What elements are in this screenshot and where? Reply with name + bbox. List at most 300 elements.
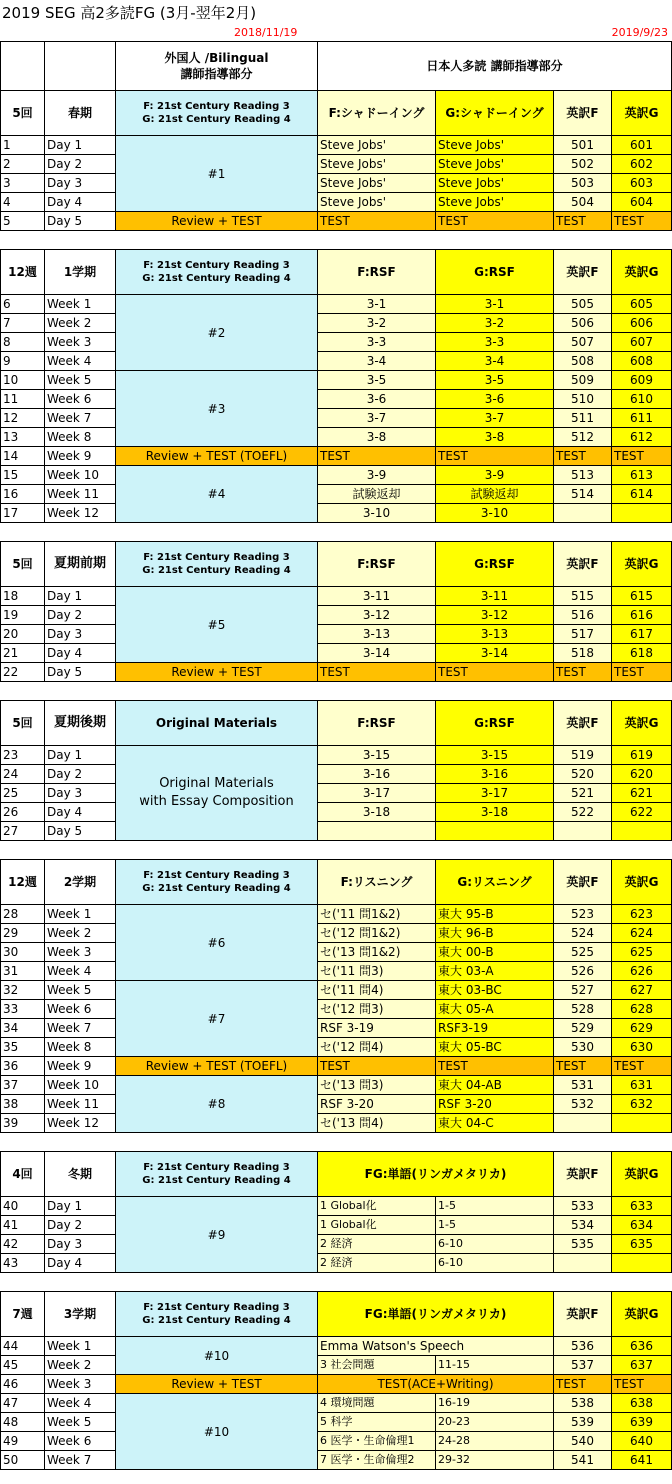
g-number bbox=[612, 822, 672, 841]
table-row bbox=[1, 1413, 672, 1432]
f-number: 505 bbox=[554, 295, 612, 314]
row-number: 23 bbox=[1, 746, 45, 765]
f-item: 3-12 bbox=[318, 606, 436, 625]
g-number bbox=[612, 1254, 672, 1273]
col-f-header: 英訳F bbox=[554, 91, 612, 136]
date-right: 2019/9/23 bbox=[611, 26, 668, 39]
g-number: 636 bbox=[612, 1337, 672, 1356]
g-number bbox=[612, 504, 672, 523]
section-count: 5回 bbox=[1, 91, 45, 136]
col-g-header: 英訳G bbox=[612, 542, 672, 587]
table-row bbox=[1, 1356, 672, 1375]
f-number: TEST bbox=[554, 1057, 612, 1076]
f-item: TEST bbox=[318, 447, 436, 466]
row-number: 13 bbox=[1, 428, 45, 447]
session-label: Day 1 bbox=[45, 1197, 116, 1216]
table-row bbox=[1, 136, 672, 155]
f-item: 3-17 bbox=[318, 784, 436, 803]
f-number: TEST bbox=[554, 663, 612, 682]
g-item: 3-6 bbox=[436, 390, 554, 409]
material-g: G:リスニング bbox=[436, 860, 554, 905]
table-row bbox=[1, 644, 672, 663]
f-item: セ('13 問1&2) bbox=[318, 943, 436, 962]
g-number: 627 bbox=[612, 981, 672, 1000]
f-number: TEST bbox=[554, 212, 612, 231]
session-label: Week 3 bbox=[45, 1375, 116, 1394]
g-number: 641 bbox=[612, 1451, 672, 1470]
f-item: 3-13 bbox=[318, 625, 436, 644]
table-row bbox=[1, 1451, 672, 1470]
f-item: セ('11 問4) bbox=[318, 981, 436, 1000]
row-number: 45 bbox=[1, 1356, 45, 1375]
table-row bbox=[1, 587, 672, 606]
test-ace-writing: TEST(ACE+Writing) bbox=[318, 1375, 554, 1394]
g-number: 609 bbox=[612, 371, 672, 390]
section-header-spring bbox=[1, 91, 672, 136]
row-number: 31 bbox=[1, 962, 45, 981]
g-number: 640 bbox=[612, 1432, 672, 1451]
session-label: Week 4 bbox=[45, 962, 116, 981]
header-blank bbox=[45, 42, 116, 91]
original-materials-header: Original Materials bbox=[116, 701, 318, 746]
f-number bbox=[554, 1114, 612, 1133]
row-number: 4 bbox=[1, 193, 45, 212]
g-item: Steve Jobs' bbox=[436, 174, 554, 193]
g-item: RSF3-19 bbox=[436, 1019, 554, 1038]
reading-line2: G: 21st Century Reading 4 bbox=[142, 1175, 291, 1186]
table-row bbox=[1, 1095, 672, 1114]
row-number: 43 bbox=[1, 1254, 45, 1273]
row-number: 41 bbox=[1, 1216, 45, 1235]
g-number: 638 bbox=[612, 1394, 672, 1413]
g-item: 3-10 bbox=[436, 504, 554, 523]
table-row bbox=[1, 295, 672, 314]
f-number: 526 bbox=[554, 962, 612, 981]
session-label: Day 3 bbox=[45, 174, 116, 193]
g-item: TEST bbox=[436, 663, 554, 682]
g-item: 東大 03-A bbox=[436, 962, 554, 981]
g-number: 607 bbox=[612, 333, 672, 352]
vocab-chapter: 6 医学・生命倫理1 bbox=[318, 1432, 436, 1451]
row-number: 18 bbox=[1, 587, 45, 606]
row-number: 16 bbox=[1, 485, 45, 504]
g-number: 635 bbox=[612, 1235, 672, 1254]
speech-item: Emma Watson's Speech bbox=[318, 1337, 554, 1356]
g-item: 3-16 bbox=[436, 765, 554, 784]
f-item: セ('12 問4) bbox=[318, 1038, 436, 1057]
table-row bbox=[1, 1000, 672, 1019]
session-label: Day 3 bbox=[45, 625, 116, 644]
reading-line1: F: 21st Century Reading 3 bbox=[143, 870, 290, 881]
table-row bbox=[1, 428, 672, 447]
table-row bbox=[1, 1375, 672, 1394]
row-number: 3 bbox=[1, 174, 45, 193]
row-number: 29 bbox=[1, 924, 45, 943]
section-term: 冬期 bbox=[45, 1152, 116, 1197]
foreign-header-line2: 講師指導部分 bbox=[180, 67, 253, 81]
row-number: 36 bbox=[1, 1057, 45, 1076]
row-number: 24 bbox=[1, 765, 45, 784]
original-line2: with Essay Composition bbox=[139, 794, 294, 809]
reading-line2: G: 21st Century Reading 4 bbox=[142, 273, 291, 284]
unit-label: #9 bbox=[116, 1197, 318, 1273]
table-row bbox=[1, 352, 672, 371]
f-item: セ('12 問1&2) bbox=[318, 924, 436, 943]
date-left: 2018/11/19 bbox=[234, 26, 298, 39]
col-f-header: 英訳F bbox=[554, 860, 612, 905]
g-item: Steve Jobs' bbox=[436, 155, 554, 174]
f-item: 3-11 bbox=[318, 587, 436, 606]
foreign-teacher-header bbox=[116, 42, 318, 91]
session-label: Day 2 bbox=[45, 765, 116, 784]
f-number: 537 bbox=[554, 1356, 612, 1375]
g-number: 631 bbox=[612, 1076, 672, 1095]
material-f: F:RSF bbox=[318, 250, 436, 295]
g-number: 611 bbox=[612, 409, 672, 428]
col-g-header: 英訳G bbox=[612, 250, 672, 295]
section-header-term1 bbox=[1, 250, 672, 295]
session-label: Week 5 bbox=[45, 371, 116, 390]
table-row bbox=[1, 905, 672, 924]
session-label: Week 7 bbox=[45, 1019, 116, 1038]
row-number: 35 bbox=[1, 1038, 45, 1057]
original-line1: Original Materials bbox=[159, 776, 274, 791]
g-item: 3-9 bbox=[436, 466, 554, 485]
reading-material bbox=[116, 1292, 318, 1337]
section-header-summer1 bbox=[1, 542, 672, 587]
vocab-range: 1-5 bbox=[436, 1197, 554, 1216]
vocab-range: 24-28 bbox=[436, 1432, 554, 1451]
material-f: F:リスニング bbox=[318, 860, 436, 905]
f-item: Steve Jobs' bbox=[318, 174, 436, 193]
vocab-chapter: 1 Global化 bbox=[318, 1216, 436, 1235]
row-number: 27 bbox=[1, 822, 45, 841]
vocab-chapter: 3 社会問題 bbox=[318, 1356, 436, 1375]
f-item: 3-10 bbox=[318, 504, 436, 523]
f-item: 3-14 bbox=[318, 644, 436, 663]
g-number: 637 bbox=[612, 1356, 672, 1375]
session-label: Day 4 bbox=[45, 193, 116, 212]
g-item: 3-5 bbox=[436, 371, 554, 390]
table-row bbox=[1, 962, 672, 981]
g-number: TEST bbox=[612, 1057, 672, 1076]
g-number: 606 bbox=[612, 314, 672, 333]
reading-line1: F: 21st Century Reading 3 bbox=[143, 1162, 290, 1173]
f-number: 503 bbox=[554, 174, 612, 193]
reading-line1: F: 21st Century Reading 3 bbox=[143, 1302, 290, 1313]
table-row bbox=[1, 485, 672, 504]
f-number: 523 bbox=[554, 905, 612, 924]
f-item: 3-18 bbox=[318, 803, 436, 822]
review-test: Review + TEST (TOEFL) bbox=[116, 1057, 318, 1076]
f-item: RSF 3-20 bbox=[318, 1095, 436, 1114]
reading-line1: F: 21st Century Reading 3 bbox=[143, 552, 290, 563]
g-number: 605 bbox=[612, 295, 672, 314]
row-number: 14 bbox=[1, 447, 45, 466]
g-item: 東大 04-AB bbox=[436, 1076, 554, 1095]
table-row bbox=[1, 409, 672, 428]
session-label: Week 7 bbox=[45, 1451, 116, 1470]
session-label: Week 2 bbox=[45, 924, 116, 943]
vocab-chapter: 2 経済 bbox=[318, 1254, 436, 1273]
f-number: 532 bbox=[554, 1095, 612, 1114]
g-number: 620 bbox=[612, 765, 672, 784]
vocab-range: 16-19 bbox=[436, 1394, 554, 1413]
g-item: 3-18 bbox=[436, 803, 554, 822]
session-label: Week 1 bbox=[45, 295, 116, 314]
f-number bbox=[554, 822, 612, 841]
g-number: 615 bbox=[612, 587, 672, 606]
session-label: Day 4 bbox=[45, 644, 116, 663]
col-f-header: 英訳F bbox=[554, 1292, 612, 1337]
g-item: 3-1 bbox=[436, 295, 554, 314]
session-label: Week 5 bbox=[45, 981, 116, 1000]
g-item: 3-12 bbox=[436, 606, 554, 625]
session-label: Day 4 bbox=[45, 1254, 116, 1273]
f-number: 536 bbox=[554, 1337, 612, 1356]
table-row bbox=[1, 981, 672, 1000]
f-number: 519 bbox=[554, 746, 612, 765]
f-item: RSF 3-19 bbox=[318, 1019, 436, 1038]
table-row bbox=[1, 1197, 672, 1216]
f-item: セ('11 問3) bbox=[318, 962, 436, 981]
session-label: Week 12 bbox=[45, 504, 116, 523]
col-f-header: 英訳F bbox=[554, 250, 612, 295]
section-header-winter bbox=[1, 1152, 672, 1197]
f-item: セ('12 問3) bbox=[318, 1000, 436, 1019]
f-item: 3-9 bbox=[318, 466, 436, 485]
f-item: 3-8 bbox=[318, 428, 436, 447]
row-number: 25 bbox=[1, 784, 45, 803]
reading-material bbox=[116, 1152, 318, 1197]
table-row bbox=[1, 1114, 672, 1133]
material-f: F:シャドーイング bbox=[318, 91, 436, 136]
g-number: 601 bbox=[612, 136, 672, 155]
f-number: 501 bbox=[554, 136, 612, 155]
row-number: 48 bbox=[1, 1413, 45, 1432]
unit-label: #10 bbox=[116, 1337, 318, 1375]
row-number: 42 bbox=[1, 1235, 45, 1254]
section-term: 夏期前期 bbox=[45, 542, 116, 587]
g-number: 617 bbox=[612, 625, 672, 644]
f-number: 513 bbox=[554, 466, 612, 485]
review-test: Review + TEST bbox=[116, 212, 318, 231]
f-item: 3-1 bbox=[318, 295, 436, 314]
g-number: 618 bbox=[612, 644, 672, 663]
row-number: 30 bbox=[1, 943, 45, 962]
g-number: TEST bbox=[612, 663, 672, 682]
g-number: 625 bbox=[612, 943, 672, 962]
unit-label: #6 bbox=[116, 905, 318, 981]
col-f-header: 英訳F bbox=[554, 1152, 612, 1197]
f-number: 516 bbox=[554, 606, 612, 625]
table-row bbox=[1, 314, 672, 333]
material-g: G:RSF bbox=[436, 542, 554, 587]
reading-material bbox=[116, 542, 318, 587]
g-number: 619 bbox=[612, 746, 672, 765]
session-label: Day 2 bbox=[45, 1216, 116, 1235]
row-number: 32 bbox=[1, 981, 45, 1000]
row-number: 39 bbox=[1, 1114, 45, 1133]
row-number: 37 bbox=[1, 1076, 45, 1095]
row-number: 12 bbox=[1, 409, 45, 428]
session-label: Week 8 bbox=[45, 428, 116, 447]
g-number: 639 bbox=[612, 1413, 672, 1432]
section-count: 12週 bbox=[1, 250, 45, 295]
g-item: 東大 95-B bbox=[436, 905, 554, 924]
g-number: 604 bbox=[612, 193, 672, 212]
f-number: 531 bbox=[554, 1076, 612, 1095]
g-number: 610 bbox=[612, 390, 672, 409]
reading-material bbox=[116, 250, 318, 295]
session-label: Week 4 bbox=[45, 352, 116, 371]
col-f-header: 英訳F bbox=[554, 542, 612, 587]
top-header-row bbox=[1, 42, 672, 91]
table-row bbox=[1, 1337, 672, 1356]
material-f: F:RSF bbox=[318, 701, 436, 746]
table-row bbox=[1, 504, 672, 523]
g-item: Steve Jobs' bbox=[436, 193, 554, 212]
f-item: 3-6 bbox=[318, 390, 436, 409]
material-f: F:RSF bbox=[318, 542, 436, 587]
table-row bbox=[1, 390, 672, 409]
g-number: 608 bbox=[612, 352, 672, 371]
col-g-header: 英訳G bbox=[612, 91, 672, 136]
g-item: 3-14 bbox=[436, 644, 554, 663]
g-number: 602 bbox=[612, 155, 672, 174]
material-g: G:RSF bbox=[436, 701, 554, 746]
row-number: 40 bbox=[1, 1197, 45, 1216]
material-g: G:シャドーイング bbox=[436, 91, 554, 136]
review-test: Review + TEST (TOEFL) bbox=[116, 447, 318, 466]
row-number: 19 bbox=[1, 606, 45, 625]
table-row bbox=[1, 447, 672, 466]
g-item: 3-11 bbox=[436, 587, 554, 606]
g-item: RSF 3-20 bbox=[436, 1095, 554, 1114]
section-term: 夏期後期 bbox=[45, 701, 116, 746]
f-number bbox=[554, 1254, 612, 1273]
f-number: 502 bbox=[554, 155, 612, 174]
session-label: Week 3 bbox=[45, 943, 116, 962]
table-row bbox=[1, 943, 672, 962]
reading-line2: G: 21st Century Reading 4 bbox=[142, 114, 291, 125]
g-number: 622 bbox=[612, 803, 672, 822]
g-number bbox=[612, 1114, 672, 1133]
table-row bbox=[1, 193, 672, 212]
f-number: TEST bbox=[554, 1375, 612, 1394]
g-item: 3-3 bbox=[436, 333, 554, 352]
row-number: 38 bbox=[1, 1095, 45, 1114]
g-item: 東大 03-BC bbox=[436, 981, 554, 1000]
row-number: 20 bbox=[1, 625, 45, 644]
f-number: 524 bbox=[554, 924, 612, 943]
session-label: Week 6 bbox=[45, 1000, 116, 1019]
section-count: 5回 bbox=[1, 701, 45, 746]
f-number: 538 bbox=[554, 1394, 612, 1413]
reading-line1: F: 21st Century Reading 3 bbox=[143, 101, 290, 112]
session-label: Week 10 bbox=[45, 466, 116, 485]
f-item: 3-4 bbox=[318, 352, 436, 371]
session-label: Week 10 bbox=[45, 1076, 116, 1095]
section-term: 3学期 bbox=[45, 1292, 116, 1337]
g-item: 東大 00-B bbox=[436, 943, 554, 962]
f-item: 3-7 bbox=[318, 409, 436, 428]
f-number: 533 bbox=[554, 1197, 612, 1216]
reading-material bbox=[116, 860, 318, 905]
g-number: 603 bbox=[612, 174, 672, 193]
section-term: 1学期 bbox=[45, 250, 116, 295]
session-label: Week 9 bbox=[45, 447, 116, 466]
vocab-range: 6-10 bbox=[436, 1235, 554, 1254]
review-test: Review + TEST bbox=[116, 663, 318, 682]
reading-material bbox=[116, 91, 318, 136]
g-number: 629 bbox=[612, 1019, 672, 1038]
japanese-teacher-header: 日本人多読 講師指導部分 bbox=[318, 42, 672, 91]
f-number: 507 bbox=[554, 333, 612, 352]
unit-label: #5 bbox=[116, 587, 318, 663]
f-number: 514 bbox=[554, 485, 612, 504]
g-item: 3-2 bbox=[436, 314, 554, 333]
col-f-header: 英訳F bbox=[554, 701, 612, 746]
unit-label: #7 bbox=[116, 981, 318, 1057]
vocab-range: 11-15 bbox=[436, 1356, 554, 1375]
section-header-term2 bbox=[1, 860, 672, 905]
g-item: TEST bbox=[436, 1057, 554, 1076]
table-row bbox=[1, 822, 672, 841]
f-number: 541 bbox=[554, 1451, 612, 1470]
table-row bbox=[1, 155, 672, 174]
table-row bbox=[1, 1038, 672, 1057]
row-number: 44 bbox=[1, 1337, 45, 1356]
f-item: 3-2 bbox=[318, 314, 436, 333]
g-number: 612 bbox=[612, 428, 672, 447]
row-number: 6 bbox=[1, 295, 45, 314]
table-row bbox=[1, 371, 672, 390]
g-item: 3-8 bbox=[436, 428, 554, 447]
g-number: TEST bbox=[612, 1375, 672, 1394]
g-item: TEST bbox=[436, 447, 554, 466]
f-item: 3-3 bbox=[318, 333, 436, 352]
g-number: 614 bbox=[612, 485, 672, 504]
section-header-term3 bbox=[1, 1292, 672, 1337]
reading-line2: G: 21st Century Reading 4 bbox=[142, 883, 291, 894]
unit-label: #3 bbox=[116, 371, 318, 447]
row-number: 15 bbox=[1, 466, 45, 485]
row-number: 22 bbox=[1, 663, 45, 682]
f-item: 3-16 bbox=[318, 765, 436, 784]
col-g-header: 英訳G bbox=[612, 701, 672, 746]
row-number: 11 bbox=[1, 390, 45, 409]
vocab-chapter: 4 環境問題 bbox=[318, 1394, 436, 1413]
col-g-header: 英訳G bbox=[612, 860, 672, 905]
session-label: Day 2 bbox=[45, 606, 116, 625]
foreign-header-line1: 外国人 /Bilingual bbox=[164, 51, 269, 65]
f-item: TEST bbox=[318, 212, 436, 231]
table-row bbox=[1, 765, 672, 784]
row-number: 33 bbox=[1, 1000, 45, 1019]
g-item: 3-17 bbox=[436, 784, 554, 803]
session-label: Day 5 bbox=[45, 822, 116, 841]
f-number: 535 bbox=[554, 1235, 612, 1254]
f-item: 3-5 bbox=[318, 371, 436, 390]
unit-label: #2 bbox=[116, 295, 318, 371]
session-label: Day 5 bbox=[45, 663, 116, 682]
section-count: 12週 bbox=[1, 860, 45, 905]
vocab-range: 29-32 bbox=[436, 1451, 554, 1470]
table-row bbox=[1, 212, 672, 231]
row-number: 2 bbox=[1, 155, 45, 174]
f-item: 3-15 bbox=[318, 746, 436, 765]
